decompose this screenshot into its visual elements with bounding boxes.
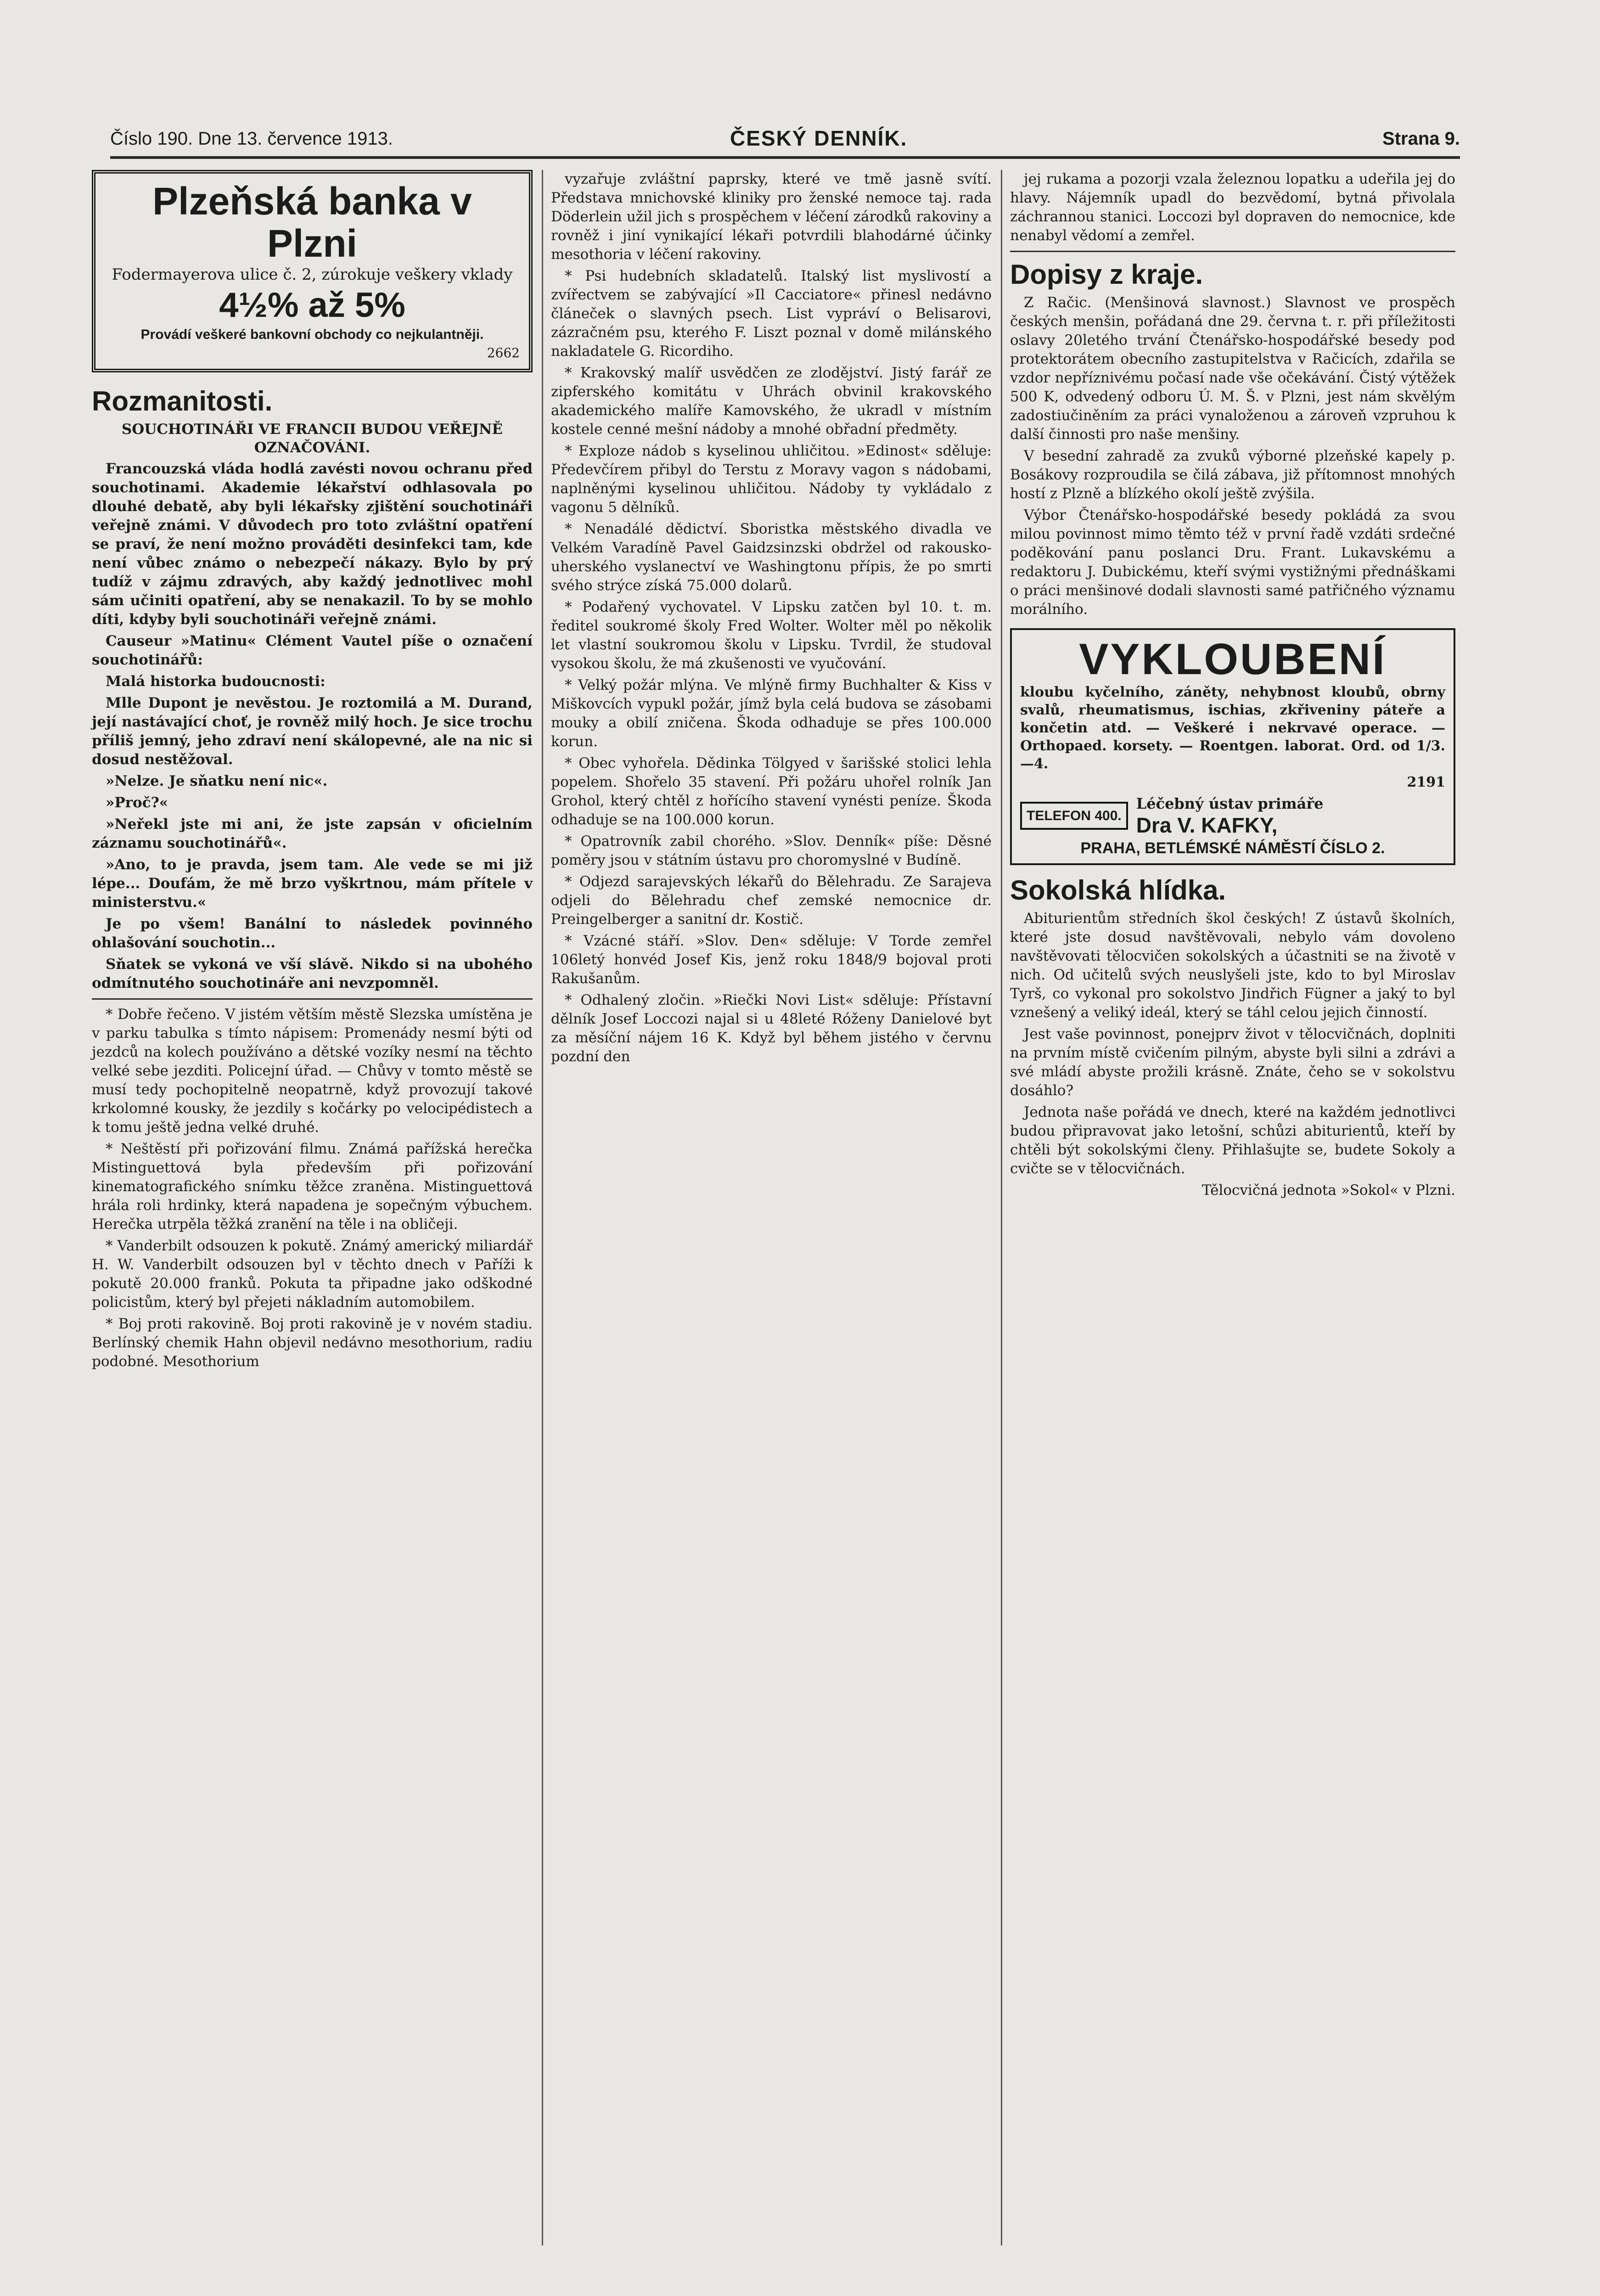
article-paragraph: Jest vaše povinnost, ponejprv život v tělocvičnách, doplniti na prvním místě cvičením pilným, abyste byli silni a zdrávi a své mládí abyste prožili krásně. Znáte, čeho se v sokolstvu dosáhlo? (1010, 1026, 1455, 1099)
article-paragraph: Z Račic. (Menšinová slavnost.) Slavnost ve prospěch českých menšin, pořádaná dne 29. června t. r. při příležitosti oslavy 20letého trvání Čtenářsko-hospodářské besedy pod protektorátem obecního zastupitelstva v Račicích, zdařila se vzdor nepříznivému počasí nade vše očekávání. Čistý výtěžek 500 K, odvedený odboru Ú. M. Š. v Plzni, jest nám skvělým zadostiučiněním za práci vynaloženou a zároveň vzpruhou k další činnosti pro naše menšiny. (1010, 294, 1455, 443)
divider (1010, 251, 1455, 252)
article-paragraph: * Podařený vychovatel. V Lipsku zatčen byl 10. t. m. ředitel soukromé školy Fred Wolter. Wolter měl po několik let vlastní soukromou školu v Lipsku. Tvrdil, že studoval vysokou školu, že má zkušenosti ve vyučování. (551, 599, 992, 672)
article-paragraph: jej rukama a pozorji vzala železnou lopatku a udeřila jej do hlavy. Nájemník upadl do bezvědomí, bytná přivolala záchrannou stanici. Loccozi byl dopraven do nemocnice, kde nenabyl vědomí a zemřel. (1010, 171, 1455, 244)
article-signature: Tělocvičná jednota »Sokol« v Plzni. (1201, 1182, 1455, 1199)
article-paragraph: Mlle Dupont je nevěstou. Je roztomilá a M. Durand, její nastávající choť, je rovněž milý hoch. Je sice trochu příliš jemný, jeho zdraví není skálopevné, ale na nic si dosud nestěžoval. (92, 695, 533, 768)
running-header (110, 124, 1460, 159)
page-number: Strana 9. (1382, 129, 1460, 149)
article-paragraph: * Opatrovník zabil chorého. »Slov. Denník« píše: Děsné poměry jsou v státním ústavu pro choromyslné v Budíně. (551, 833, 992, 868)
article-paragraph: * Vzácné stáří. »Slov. Den« sděluje: V Torde zemřel 106letý honvéd Josef Kis, jenž roku 1848/9 bojoval proti Rakušanům. (551, 933, 992, 987)
newspaper-page (64, 106, 1460, 2255)
article-paragraph: »Neřekl jste mi ani, že jste zapsán v oficielním záznamu souchotinářů«. (92, 816, 533, 851)
bank-ad-title: Plzeňská banka v Plzni (152, 180, 472, 265)
article-paragraph: * Odjezd sarajevských lékařů do Bělehradu. Ze Sarajeva odjeli do Bělehradu chef zemské nemocnice dr. Preingelberger a sanitní dr. Kostič. (551, 873, 992, 928)
article-paragraph: Causeur »Matinu« Clément Vautel píše o označení souchotinářů: (92, 633, 533, 668)
clinic-ad-title: VYKLOUBENÍ (1079, 635, 1387, 684)
article-paragraph: vyzařuje zvláštní paprsky, které ve tmě jasně svítí. Představa mnichovské kliniky pro ženské nemoce taj. rada Döderlein užil jich s prospěchem v léčení zárodků rakoviny a rovněž i jiní vynikající lékaři potvrdili blahodárné účinky mesothoria v léčení rakoviny. (551, 171, 992, 263)
clinic-ad-code: 2191 (1407, 774, 1445, 790)
article-paragraph: * Odhalený zločin. »Riečki Novi List« sděluje: Přístavní dělník Josef Loccozi najal si u 48leté Róženy Danielové byt za měsíční nájem 16 K. Když byl během jistého v červnu pozdní den (551, 992, 992, 1065)
bank-ad-rate: 4½% až 5% (219, 286, 405, 325)
section-title: Sokolská hlídka. (1010, 875, 1226, 906)
bank-advertisement (92, 170, 533, 372)
article-paragraph: * Psi hudebních skladatelů. Italský list myslivostí a zvířectvem se zabývající »Il Cacciatore« přinesl nedávno článeček o slavných psech. List vypráví o Belisarovi, zázračném psu, kterého F. Liszt poznal v domě milánského nakladatele G. Ricordiho. (551, 268, 992, 360)
bank-ad-line1: Fodermayerova ulice č. 2, zúrokuje veškery vklady (112, 265, 513, 284)
article-paragraph: * Obec vyhořela. Dědinka Tölgyed v šarišské stolici lehla popelem. Shořelo 35 stavení. Při požáru uhořel rolník Jan Grohol, který chtěl z hořícího stavení vynésti peníze. Škoda odhaduje se na 100.000 korun. (551, 755, 992, 828)
article-paragraph: Výbor Čtenářsko-hospodářské besedy pokládá za svou milou povinnost mimo těmto též v první řadě vzdáti srdečné poděkování panu poslanci Dru. Frant. Lukavskému a redaktoru J. Dubickému, kteří svými vystižnými přednáškami o práci menšinové dodali slavnosti samé patřičného významu morálního. (1010, 507, 1455, 618)
clinic-ad-row (1020, 794, 1445, 837)
column-1 (92, 170, 533, 1374)
issue-info: Číslo 190. Dne 13. července 1913. (110, 129, 393, 149)
clinic-ad-address: PRAHA, BETLÉMSKÉ NÁMĚSTÍ ČÍSLO 2. (1080, 839, 1385, 857)
newspaper-title: ČESKÝ DENNÍK. (730, 126, 908, 150)
divider (92, 998, 533, 1000)
bank-ad-line2: Provádí veškeré bankovní obchody co nejkulantněji. (140, 327, 484, 342)
column-rule (1001, 170, 1002, 2245)
section-title: Rozmanitosti. (92, 386, 273, 416)
article-paragraph: Sňatek se vykoná ve vší slávě. Nikdo si na ubohého odmítnutého souchotináře ani nevzpomněl. (92, 956, 533, 991)
clinic-advertisement (1010, 628, 1455, 865)
clinic-ad-phone: TELEFON 400. (1020, 802, 1128, 830)
column-3 (1010, 170, 1455, 1203)
clinic-ad-name-block (1136, 794, 1324, 837)
article-paragraph: * Vanderbilt odsouzen k pokutě. Známý americký miliardář H. W. Vanderbilt odsouzen byl v těchto dnech v Paříži k pokutě 20.000 franků. Pokuta ta připadne jako odškodné policistům, který byl přejeti nákladním automobilem. (92, 1238, 533, 1311)
article-paragraph: »Nelze. Je sňatku není nic«. (106, 773, 328, 789)
article-paragraph: * Neštěstí při pořizování filmu. Známá pařížská herečka Mistinguettová byla především při pořizování kinematografického snímku těžce zraněna. Mistinguettová hrála roli hrdinky, která napadena je sopečným výbuchem. Herečka utrpěla těžká zranění na těle i na obličeji. (92, 1141, 533, 1232)
article-subhead: SOUCHOTINÁŘI VE FRANCII BUDOU VEŘEJNĚ OZNAČOVÁNI. (121, 421, 503, 456)
article-paragraph: Je po všem! Banální to následek povinného ohlašování souchotin... (92, 916, 533, 951)
article-paragraph: »Ano, to je pravda, jsem tam. Ale vede se mi již lépe... Doufám, že mě brzo vyškrtnou, mám přítele v ministerstvu.« (92, 856, 533, 911)
clinic-ad-doctor: Dra V. KAFKY, (1136, 813, 1278, 837)
clinic-ad-clinic: Léčebný ústav primáře (1136, 795, 1324, 812)
article-paragraph: * Krakovský malíř usvědčen ze zlodějství. Jistý farář ze zipferského komitátu v Uhrách obvinil krakovského akademického malíře Kamovského, že ukradl v místním kostele cenné mešní nádoby a mnohé obřadní předměty. (551, 365, 992, 438)
article-paragraph: Malá historka budoucnosti: (106, 673, 326, 690)
bank-ad-code: 2662 (487, 345, 520, 360)
section-title: Dopisy z kraje. (1010, 259, 1203, 290)
clinic-ad-body: kloubu kyčelního, záněty, nehybnost kloubů, obrny svalů, rheumatismus, ischias, zkřiveniny páteře a končetin atd. — Veškeré i nekrvavé operace. — Orthopaed. korsety. — Roentgen. laborat. Ord. od 1/3.—4. (1020, 684, 1445, 772)
article-paragraph: * Nenadálé dědictví. Sboristka městského divadla ve Velkém Varadíně Pavel Gaidzsinzski obdržel od rakousko-uherského vyslanectví ve Washingtonu přípis, že po smrti svého strýce získá 75.000 dolarů. (551, 521, 992, 594)
article-paragraph: »Proč?« (106, 794, 168, 811)
article-paragraph: * Dobře řečeno. V jistém větším městě Slezska umístěna je v parku tabulka s tímto nápisem: Promenády nesmí býti od jezdců na kolech používáno a dětské vozíky nesmí na těchto velké sebe jezditi. Policejní úřad. — Chůvy v tomto městě se musí tedy pochopitelně neopatrně, když provozují takové krkolomné kousky, že jezdily s kočárky po velocipédistech a k tomu ještě jedna velké druhé. (92, 1006, 533, 1136)
article-paragraph: Francouzská vláda hodlá zavésti novou ochranu před souchotinami. Akademie lékařství odhlasovala po dlouhé debatě, aby byli lékařsky zjištění souchotináři veřejně známi. V důvodech pro toto zvláštní opatření se praví, že není možno prováděti desinfekci tam, kde není vůbec známo o nebezpečí nákazy. Bylo by prý tudíž v zájmu zdravých, aby každý jednotlivec mohl sám učiniti opatření, aby se nenakazil. To by se mohlo díti, kdyby byli souchotináři veřejně známi. (92, 461, 533, 628)
article-paragraph: * Velký požár mlýna. Ve mlýně firmy Buchhalter & Kiss v Miškovcích vypukl požár, jímž byla celá budova se zásobami mouky a obilí zničena. Škoda odhaduje se přes 100.000 korun. (551, 677, 992, 750)
article-paragraph: * Boj proti rakovině. Boj proti rakovině je v novém stadiu. Berlínský chemik Hahn objevil nedávno mesothorium, radiu podobné. Mesothorium (92, 1316, 533, 1370)
article-paragraph: Jednota naše pořádá ve dnech, které na každém jednotlivci budou připravovat jako letošní, schůzi abiturientů, kteří by chtěli být sokolskými členy. Přihlašujte se, budete Sokoly a cvičte se v tělocvičnách. (1010, 1104, 1455, 1177)
article-paragraph: * Exploze nádob s kyselinou uhličitou. »Edinost« sděluje: Předevčírem přibyl do Terstu z Moravy vagon s nádobami, naplněnými kyselinou uhličitou. Nádoby ty vykládalo z vagonu 5 dělníků. (551, 443, 992, 516)
column-2 (551, 170, 992, 1069)
article-paragraph: V besední zahradě za zvuků výborné plzeňské kapely p. Bosákovy rozproudila se čilá zábava, již přítomnost mnohých hostí z Plzně a blízkého okolí ještě zvýšila. (1010, 448, 1455, 502)
column-rule (542, 170, 543, 2245)
article-paragraph: Abiturientům středních škol českých! Z ústavů školních, které jste dosud navštěvovali, nebylo vám dovoleno navštěvovati tělocvičen sokolských a účastniti se na životě v nich. Od učitelů svých neuslyšeli jste, kdo to byl Miroslav Tyrš, co vykonal pro sokolstvo Jindřich Fügner a jaký to byl vznešený a veliký ideál, který se táhl celou jejich činností. (1010, 910, 1455, 1021)
